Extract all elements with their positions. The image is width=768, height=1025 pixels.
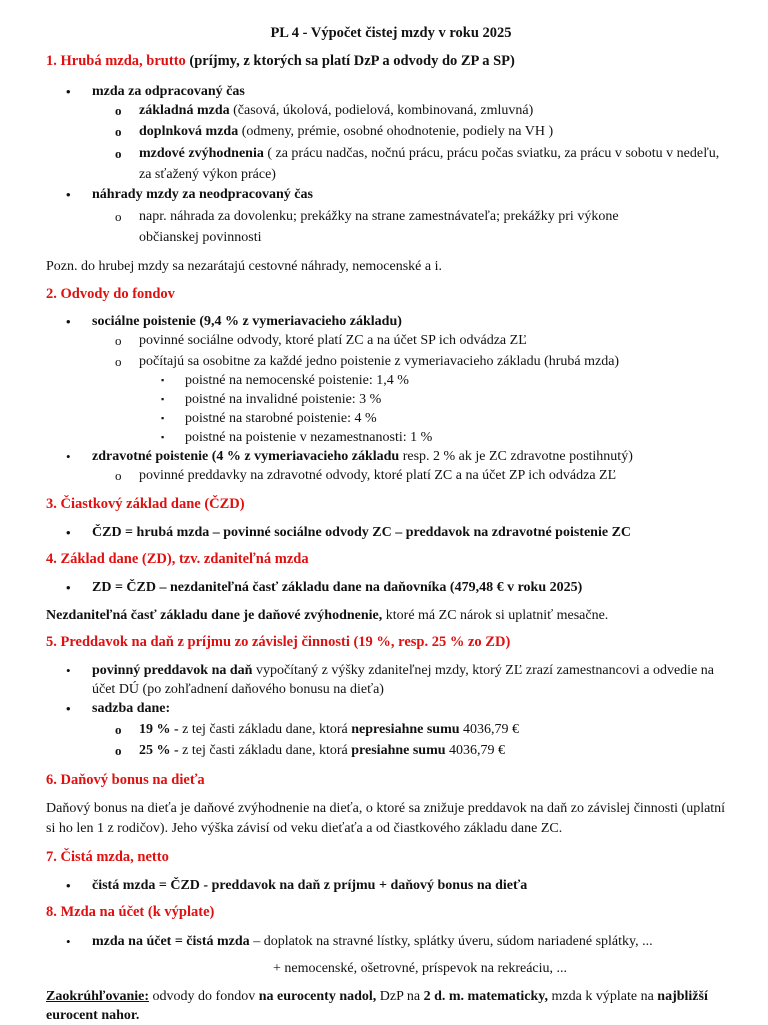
section-5-list: [46, 661, 736, 760]
section-2-heading: 2. Odvody do fondov: [46, 286, 175, 302]
document-page: [46, 24, 736, 1025]
section-2-list: [46, 312, 736, 485]
section-1-list: [46, 82, 736, 248]
list-item: • zdravotné poistenie (4 % z vymeriavacieho základu resp. 2 % ak je ZC zdravotne postihnutý): [66, 449, 633, 464]
list-item: ▪ poistné na starobné poistenie: 4 %: [161, 411, 377, 426]
section-1-note: Pozn. do hrubej mzdy sa nezarátajú cestovné náhrady, nemocenské a i.: [46, 259, 442, 274]
list-item: • ČZD = hrubá mzda – povinné sociálne odvody ZC – preddavok na zdravotné poistenie ZC: [66, 525, 632, 540]
list-item: o povinné sociálne odvody, ktoré platí ZC a na účet SP ich odvádza ZĽ: [115, 333, 527, 348]
section-7-list: [46, 876, 736, 895]
list-item: • sadzba dane:: [66, 701, 171, 716]
list-item: o napr. náhrada za dovolenku; prekážky na strane zamestnávateľa; prekážky pri výkone občianskej povinnosti: [115, 209, 619, 245]
list-item: ▪ poistné na nemocenské poistenie: 1,4 %: [161, 373, 409, 388]
section-5-heading: 5. Preddavok na daň z príjmu zo závislej činnosti (19 %, resp. 25 % zo ZD): [46, 634, 511, 650]
section-3-list: [46, 523, 736, 542]
section-4-list: [46, 578, 736, 597]
list-item: o 19 % - z tej časti základu dane, ktorá nepresiahne sumu 4036,79 €: [115, 722, 520, 737]
list-item: o mzdové zvýhodnenia ( za prácu nadčas, nočnú prácu, prácu počas sviatku, za prácu v sobotu v nedeľu, za sťažený výkon práce): [115, 146, 720, 182]
list-item: o povinné preddavky na zdravotné odvody, ktoré platí ZC a na účet ZP ich odvádza ZĽ: [115, 468, 617, 483]
section-4-note: Nezdaniteľná časť základu dane je daňové zvýhodnenie, ktoré má ZC nárok si uplatniť mesačne.: [46, 608, 609, 623]
rounding-note: Zaokrúhľovanie: odvody do fondov na eurocenty nadol, DzP na 2 d. m. matematicky, mzda k výplate na najbližší eurocent nahor.: [46, 989, 708, 1023]
section-1-heading: 1. Hrubá mzda, brutto (príjmy, z ktorých sa platí DzP a odvody do ZP a SP): [46, 53, 515, 69]
section-3-heading: 3. Čiastkový základ dane (ČZD): [46, 496, 245, 512]
section-6-heading: 6. Daňový bonus na dieťa: [46, 772, 205, 788]
section-8-list: [46, 932, 736, 951]
list-item: ▪ poistné na invalidné poistenie: 3 %: [161, 392, 382, 407]
list-item: • mzda na účet = čistá mzda – doplatok na stravné lístky, splátky úveru, súdom nariadené splátky, ...: [66, 934, 653, 949]
section-8-line2: + nemocenské, ošetrovné, príspevok na rekreáciu, ...: [273, 961, 568, 976]
list-item: o doplnková mzda (odmeny, prémie, osobné ohodnotenie, podiely na VH ): [115, 124, 554, 139]
list-item: • mzda za odpracovaný čas: [66, 84, 245, 99]
list-item: o 25 % - z tej časti základu dane, ktorá presiahne sumu 4036,79 €: [115, 743, 506, 758]
section-8-heading: 8. Mzda na účet (k výplate): [46, 904, 215, 920]
list-item: • čistá mzda = ČZD - preddavok na daň z príjmu + daňový bonus na dieťa: [66, 878, 528, 893]
section-7-heading: 7. Čistá mzda, netto: [46, 849, 169, 865]
list-item: • náhrady mzdy za neodpracovaný čas: [66, 187, 313, 202]
list-item: ▪ poistné na poistenie v nezamestnanosti: 1 %: [161, 430, 433, 445]
section-4-heading: 4. Základ dane (ZD), tzv. zdaniteľná mzda: [46, 551, 309, 567]
page-title: PL 4 - Výpočet čistej mzdy v roku 2025: [270, 25, 512, 41]
list-item: o počítajú sa osobitne za každé jedno poistenie z vymeriavacieho základu (hrubá mzda): [115, 354, 620, 369]
list-item: • povinný preddavok na daň vypočítaný z výšky zdaniteľnej mzdy, ktorý ZĽ zrazí zamestnancovi a odvedie na účet DÚ (po zohľadnení daňového bonusu na dieťa): [66, 663, 714, 697]
list-item: • sociálne poistenie (9,4 % z vymeriavacieho základu): [66, 314, 402, 329]
list-item: o základná mzda (časová, úkolová, podielová, kombinovaná, zmluvná): [115, 103, 534, 118]
section-6-text: Daňový bonus na dieťa je daňové zvýhodnenie na dieťa, o ktoré sa znižuje preddavok na daň zo závislej činnosti (uplatní si ho len 1 z rodičov). Jeho výška závisí od veku dieťaťa a od čiastkového základu dane ZC.: [46, 801, 726, 836]
list-item: • ZD = ČZD – nezdaniteľná časť základu dane na daňovníka (479,48 € v roku 2025): [66, 580, 583, 595]
